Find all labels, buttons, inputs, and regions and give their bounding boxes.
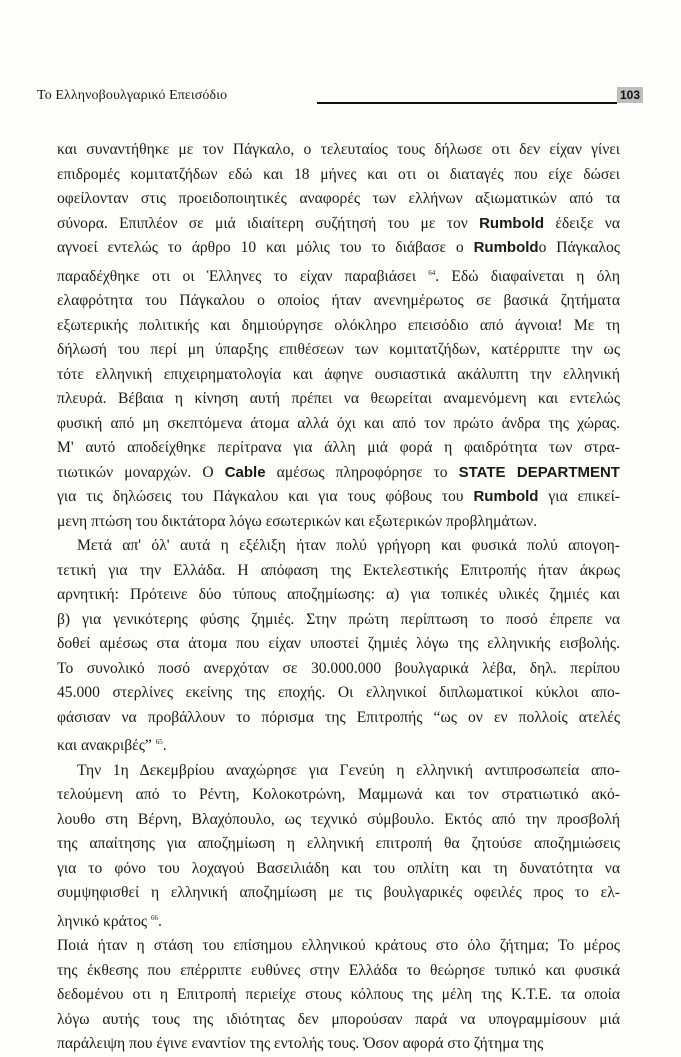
text-run: φυσική από μη σκεπτόμενα άτομα αλλά όχι και από τον πρώτο άνδρα της χώρας.: [57, 414, 620, 432]
text-line: [57, 657, 620, 682]
text-run: Την 1η Δεκεμβρίου αναχώρησε για Γενεύη η ελληνική αντιπροσωπεία απο-: [77, 761, 620, 779]
text-line: [57, 808, 620, 833]
text-line: [57, 832, 620, 857]
text-run: λουθο στη Βέρνη, Βλαχόπουλο, ως τεχνικό σύμβουλο. Εκτός από την προσβολή: [57, 810, 620, 828]
text-run: παραδέχθηκε οτι οι Ἑλληνες το είχαν παραβιάσει: [57, 267, 429, 285]
emphasized-name: Rumbold: [479, 214, 545, 232]
text-run: Μ' αυτό αποδείχθηκε περίτρανα για άλλη μιά φορά η φαιδρότητα των στρα-: [57, 439, 620, 456]
text-run: ελαφρότητα του Πάγκαλου ο οποίος ήταν ανενημέρωτος σε βασικά ζητήματα: [57, 292, 620, 309]
text-run: .: [157, 912, 162, 930]
text-line: [57, 212, 620, 237]
text-run: Μετά απ' όλ' αυτά η εξέλιξη ήταν πολύ γρήγορη και φυσικά πολύ απογοη-: [77, 537, 620, 554]
paragraph: [57, 934, 620, 1057]
text-run: και ανακριβές”: [57, 737, 156, 754]
text-run: έδειξε να: [544, 214, 620, 232]
text-run: ο Πάγκαλος: [538, 239, 620, 256]
text-line: [57, 959, 620, 984]
text-run: τότε ελληνική επιχειρηματολογία και άφηνε ουσιαστικά ακάλυπτη την ελληνική: [57, 365, 620, 383]
text-line: [57, 881, 620, 906]
text-line: [57, 236, 620, 261]
footnote-ref: 66: [150, 913, 158, 922]
text-run: παράλειψη που έγινε εναντίον της εντολής τους. Ὁσον αφορά στο ζήτημα της: [57, 1035, 544, 1052]
text-line: [57, 510, 620, 535]
text-run: . Εδώ διαφαίνεται η όλη: [435, 267, 620, 285]
text-line: [57, 857, 620, 882]
text-line: [57, 906, 620, 935]
text-line: [57, 730, 620, 759]
text-run: φάσισαν να προβάλλουν το πόρισμα της Επιτροπής “ως ον εν πολλοίς ατελές: [57, 708, 620, 726]
text-run: .: [162, 737, 167, 754]
running-header: [37, 88, 641, 108]
text-line: [57, 461, 620, 486]
text-run: σύνορα. Επιπλέον σε μιά ιδιαίτερη συζήτησή του με τον: [57, 214, 480, 232]
text-line: [57, 934, 620, 959]
text-line: [57, 1032, 620, 1057]
text-line: [57, 632, 620, 657]
text-line: [57, 983, 620, 1008]
emphasized-name: Rumbold: [473, 488, 539, 505]
text-run: εξωτερικής πολιτικής και δημιούργησε ολόκληρο επεισόδιο από άγνοια! Με τη: [57, 316, 620, 334]
text-run: αρνητική: Πρότεινε δύο τύπους αποζημίωσης: α) για τοπικές υλικές ζημιές και: [57, 586, 620, 603]
text-run: για επικεί-: [538, 488, 620, 505]
text-run: της έκθεσης που επέρριπτε ευθύνες στην Ελλάδα το θεώρησε τυπικό και φυσικά: [57, 961, 620, 979]
text-run: ληνικό κράτος: [57, 912, 151, 930]
text-run: δοθεί αμέσως στα άτομα που είχαν υποστεί ζημιές λόγω της ελληνικής εισβολής.: [57, 635, 620, 652]
text-run: τετική για την Ελλάδα. Η απόφαση της Εκτελεστικής Επιτροπής ήταν άκρως: [57, 561, 620, 579]
text-run: για τις δηλώσεις του Πάγκαλου και για τους φόβους του: [57, 488, 474, 505]
text-line: [57, 163, 620, 188]
paragraph: [57, 759, 620, 935]
text-run: 45.000 στερλίνες εκείνης της εποχής. Οι ελληνικοί διπλωματικοί κύκλοι απο-: [57, 684, 620, 701]
paragraph: [57, 534, 620, 759]
text-line: [57, 387, 620, 412]
text-run: αγνοεί εντελώς το άρθρο 10 και μόλις του το διάβασε ο: [57, 239, 474, 256]
text-line: [57, 534, 620, 559]
text-line: [57, 681, 620, 706]
text-run: πλευρά. Βέβαια η κίνηση αυτή πρέπει να θεωρείται αναμενόμενη και εντελώς: [57, 390, 620, 407]
running-title: Το Ελληνοβουλγαρικό Επεισόδιο: [37, 88, 228, 103]
text-line: [57, 783, 620, 808]
text-run: τιωτικών μοναρχών. Ο: [57, 463, 225, 481]
text-line: [57, 759, 620, 784]
text-line: [57, 138, 620, 163]
text-line: [57, 1008, 620, 1033]
text-run: της απαίτησης για αποζημίωση η ελληνική επιτροπή θα ζητούσε αποζημιώσεις: [57, 835, 620, 852]
text-line: [57, 187, 620, 212]
text-line: [57, 485, 620, 510]
text-run: συμψηφισθεί η ελληνική αποζημίωση με τις βουλγαρικές οφειλές προς το ελ-: [57, 884, 620, 901]
text-run: αμέσως πληροφόρησε το: [265, 463, 459, 481]
text-run: οφείλονταν στις προειδοποιητικές αναφορές των ελλήνων αξιωματικών από τα: [57, 190, 620, 207]
text-line: [57, 289, 620, 314]
text-line: [57, 363, 620, 388]
text-run: τελούμενη από το Ρέντη, Κολοκοτρώνη, Μαμμωνά και τον στρατιωτικό ακό-: [57, 786, 620, 803]
emphasized-name: Rumbold: [473, 239, 539, 256]
text-run: μενη πτώση του δικτάτορα λόγω εσωτερικών και εξωτερικών προβλημάτων.: [57, 512, 538, 530]
text-run: δήλωσή του περί μη ύπαρξης επιθέσεων των κομιτατζήδων, κατέρριπτε την ως: [57, 341, 620, 358]
text-line: [57, 338, 620, 363]
text-run: Ποιά ήταν η στάση του επίσημου ελληνικού κράτους στο όλο ζήτημα; Το μέρος: [57, 937, 620, 954]
text-line: [57, 314, 620, 339]
text-line: [57, 436, 620, 461]
text-line: [57, 706, 620, 731]
text-line: [57, 261, 620, 290]
text-run: δεδομένου οτι η Επιτροπή περιείχε στους κόλπους της μέλη της Κ.Τ.Ε. τα οποία: [57, 986, 620, 1003]
text-run: λόγω αυτής τους της ιδιότητας δεν μπορούσαν παρά να υπογραμμίσουν μιά: [57, 1010, 620, 1028]
text-line: [57, 412, 620, 437]
text-line: [57, 583, 620, 608]
page-number: 103: [617, 87, 643, 103]
text-run: Το συνολικό ποσό ανερχόταν σε 30.000.000 βουλγαρικά λέβα, δηλ. περίπου: [57, 659, 620, 677]
text-run: για το φόνο του λοχαγού Βασειλιάδη και του οπλίτη και τη δυνατότητα να: [57, 859, 620, 877]
paragraph: [57, 138, 620, 534]
emphasized-name: Cable: [224, 463, 266, 481]
header-rule: [317, 102, 617, 104]
body-text: [57, 138, 620, 1057]
text-line: [57, 608, 620, 633]
text-line: [57, 559, 620, 584]
footnote-ref: 65: [155, 738, 163, 746]
emphasized-name: STATE DEPARTMENT: [458, 463, 620, 481]
text-run: β) για γενικότερης φύσης ζημιές. Στην πρώτη περίπτωση το ποσό έπρεπε να: [57, 610, 620, 628]
text-run: επιδρομές κομιτατζήδων εδώ και 18 μήνες και οτι οι διαταγές που είχε δώσει: [57, 165, 620, 183]
text-run: και συναντήθηκε με τον Πάγκαλο, ο τελευταίος τους δήλωσε οτι δεν είχαν γίνει: [57, 141, 620, 158]
footnote-ref: 64: [428, 268, 436, 277]
